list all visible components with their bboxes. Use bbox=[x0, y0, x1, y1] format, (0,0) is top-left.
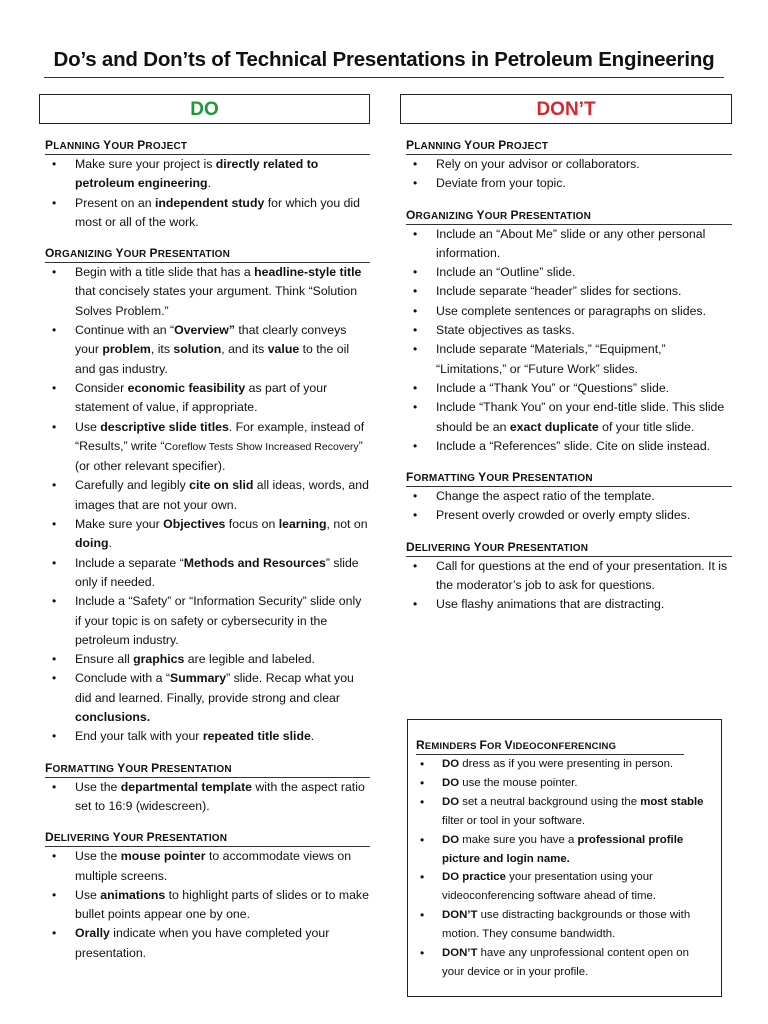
item-text: State objectives as tasks. bbox=[436, 323, 575, 338]
dont-header: DON’T bbox=[400, 94, 732, 124]
item-text: that clearly conveys your bbox=[75, 323, 347, 357]
item-text: most stable bbox=[640, 795, 704, 808]
reminder-item bbox=[416, 906, 711, 944]
item-text: Summary bbox=[170, 671, 227, 686]
item-text: are legible and labeled. bbox=[184, 652, 315, 667]
section-title: FORMATTING YOUR PRESENTATION bbox=[406, 470, 732, 487]
section-title: DELIVERING YOUR PRESENTATION bbox=[406, 540, 732, 557]
item-text: Overview” bbox=[174, 323, 235, 338]
item-text: solution bbox=[173, 342, 222, 357]
list-item bbox=[45, 554, 370, 593]
item-text: to the oil and gas industry. bbox=[75, 342, 350, 376]
bullet-list bbox=[39, 155, 370, 232]
item-text: Coreflow Tests Show Increased Recovery bbox=[164, 440, 359, 453]
item-text: to highlight parts of slides or to make bullet points appear one by one. bbox=[75, 887, 369, 922]
reminder-item bbox=[416, 755, 711, 774]
item-text: Use the bbox=[75, 779, 121, 794]
item-text: Include an “About Me” slide or any other personal information. bbox=[436, 226, 706, 260]
item-text: . bbox=[108, 536, 112, 551]
item-text: Make sure your bbox=[75, 517, 164, 532]
list-item bbox=[406, 487, 732, 506]
item-text: filter or tool in your software. bbox=[442, 814, 586, 827]
item-text: . bbox=[207, 176, 211, 191]
do-section bbox=[39, 830, 370, 963]
item-text: problem bbox=[102, 342, 151, 357]
item-text: value bbox=[267, 342, 300, 357]
list-item bbox=[406, 282, 732, 301]
item-text: . For example, instead of “Results,” write “ bbox=[75, 419, 365, 453]
reminders-title: REMINDERS FOR VIDEOCONFERENCING bbox=[416, 738, 684, 755]
list-item bbox=[45, 263, 370, 321]
item-text: , and its bbox=[221, 342, 268, 357]
item-text: DO practice bbox=[442, 871, 506, 884]
item-text: exact duplicate bbox=[509, 419, 599, 434]
section-title: PLANNING YOUR PROJECT bbox=[45, 138, 370, 155]
item-text: descriptive slide titles bbox=[100, 419, 229, 434]
item-text: Carefully and legibly bbox=[75, 478, 190, 493]
item-text: that concisely states your argument. Think “Solution Solves Problem.” bbox=[75, 284, 358, 318]
item-text: Use bbox=[75, 419, 101, 434]
item-text: Present on an bbox=[75, 195, 155, 210]
item-text: Ensure all bbox=[75, 652, 134, 667]
list-item bbox=[406, 321, 732, 340]
item-text: , its bbox=[150, 342, 174, 357]
title-divider bbox=[44, 77, 724, 78]
bullet-list bbox=[400, 487, 732, 526]
item-text: graphics bbox=[133, 652, 185, 667]
list-item bbox=[406, 225, 732, 264]
reminders-list bbox=[416, 755, 711, 982]
item-text: your presentation using your videoconferencing software ahead of time. bbox=[442, 871, 657, 903]
bullet-list bbox=[39, 778, 370, 817]
item-text: for which you did most or all of the work. bbox=[75, 195, 360, 229]
list-item bbox=[45, 155, 370, 194]
item-text: to accommodate views on multiple screens. bbox=[75, 849, 352, 883]
list-item bbox=[45, 515, 370, 554]
item-text: ” slide. Recap what you did and learned. Finally, provide strong and clear bbox=[75, 671, 354, 705]
bullet-list bbox=[400, 557, 732, 615]
dont-section bbox=[400, 208, 732, 457]
list-item bbox=[406, 398, 732, 437]
list-item bbox=[45, 321, 370, 379]
section-title: PLANNING YOUR PROJECT bbox=[406, 138, 732, 155]
item-text: DO bbox=[442, 758, 460, 770]
dont-section bbox=[400, 470, 732, 526]
item-text: learning bbox=[278, 517, 327, 532]
item-text: Present overly crowded or overly empty slides. bbox=[436, 508, 691, 523]
list-item bbox=[406, 595, 732, 614]
reminder-item bbox=[416, 944, 711, 982]
item-text: dress as if you were presenting in person. bbox=[459, 758, 674, 770]
item-text: as part of your statement of value, if appropriate. bbox=[75, 380, 328, 415]
list-item bbox=[45, 379, 370, 418]
list-item bbox=[406, 302, 732, 321]
item-text: Make sure your project is bbox=[75, 157, 216, 171]
bullet-list bbox=[400, 225, 732, 457]
do-section bbox=[39, 761, 370, 817]
bullet-list bbox=[39, 847, 370, 963]
item-text: Begin with a title slide that has a bbox=[75, 265, 255, 280]
dont-section bbox=[400, 138, 732, 194]
item-text: professional profile picture and login name. bbox=[442, 833, 684, 865]
item-text: conclusions. bbox=[75, 710, 151, 725]
item-text: set a neutral background using the bbox=[459, 795, 641, 808]
list-item bbox=[406, 155, 732, 174]
item-text: DO bbox=[442, 833, 460, 846]
item-text: Change the aspect ratio of the template. bbox=[436, 489, 655, 504]
item-text: DO bbox=[442, 795, 460, 808]
reminder-item bbox=[416, 793, 711, 831]
item-text: use distracting backgrounds or those with motion. They consume bandwidth. bbox=[442, 909, 691, 941]
list-item bbox=[45, 778, 370, 817]
section-title: ORGANIZING YOUR PRESENTATION bbox=[406, 208, 732, 225]
item-text: Include a separate “ bbox=[75, 555, 184, 570]
item-text: Methods and Resources bbox=[183, 555, 326, 570]
item-text: use the mouse pointer. bbox=[459, 776, 578, 789]
item-text: Include separate “Materials,” “Equipment,” “Limitations,” or “Future Work” slides. bbox=[436, 342, 666, 376]
item-text: Include a “References” slide. Cite on slide instead. bbox=[436, 438, 711, 453]
list-item bbox=[406, 379, 732, 398]
item-text: Include a “Safety” or “Information Security” slide only if your topic is on safety or cybersecurity in the petroleum industry. bbox=[75, 594, 362, 647]
item-text: . bbox=[310, 729, 315, 744]
item-text: Rely on your advisor or collaborators. bbox=[436, 157, 640, 171]
do-section bbox=[39, 246, 370, 746]
dont-section bbox=[400, 540, 732, 615]
item-text: all ideas, words, and images that are not your own. bbox=[75, 478, 369, 512]
item-text: Deviate from your topic. bbox=[436, 176, 566, 191]
list-item bbox=[45, 476, 370, 515]
list-item bbox=[45, 650, 370, 669]
item-text: Objectives bbox=[163, 517, 226, 532]
item-text: Use the bbox=[75, 849, 121, 864]
item-text: make sure you have a bbox=[459, 833, 578, 846]
item-text: Conclude with a “ bbox=[75, 671, 171, 686]
item-text: DON’T bbox=[442, 909, 478, 922]
list-item bbox=[406, 340, 732, 379]
item-text: DON’T bbox=[442, 947, 478, 960]
item-text: repeated title slide bbox=[202, 729, 311, 744]
dont-sections bbox=[400, 138, 732, 615]
reminders-box bbox=[407, 719, 722, 997]
item-text: Include separate “header” slides for sections. bbox=[436, 284, 682, 299]
reminder-item bbox=[416, 868, 711, 906]
item-text: ” (or other relevant specifier). bbox=[75, 438, 363, 474]
section-title: ORGANIZING YOUR PRESENTATION bbox=[45, 246, 370, 263]
item-text: Consider bbox=[75, 380, 128, 395]
item-text: Include an “Outline” slide. bbox=[436, 265, 576, 280]
list-item bbox=[45, 847, 370, 886]
list-item bbox=[406, 557, 732, 596]
item-text: Use flashy animations that are distracting. bbox=[436, 597, 665, 612]
item-text: have any unprofessional content open on your device or in your profile. bbox=[442, 947, 689, 978]
item-text: with the aspect ratio set to 16:9 (widescreen). bbox=[75, 779, 365, 813]
bullet-list bbox=[39, 263, 370, 746]
list-item bbox=[406, 437, 732, 456]
item-text: ” slide only if needed. bbox=[75, 555, 359, 589]
list-item bbox=[45, 669, 370, 727]
item-text: indicate when you have completed your presentation. bbox=[75, 926, 330, 960]
list-item bbox=[45, 924, 370, 963]
item-text: mouse pointer bbox=[120, 849, 206, 864]
item-text: of your title slide. bbox=[598, 419, 695, 434]
list-item bbox=[45, 592, 370, 650]
list-item bbox=[45, 886, 370, 925]
item-text: End your talk with your bbox=[75, 729, 203, 744]
list-item bbox=[45, 418, 370, 477]
dont-column bbox=[400, 94, 732, 615]
reminder-item bbox=[416, 774, 711, 793]
list-item bbox=[45, 727, 370, 746]
page-title: Do’s and Don’ts of Technical Presentations in Petroleum Engineering bbox=[53, 48, 715, 71]
item-text: Include a “Thank You” or “Questions” slide. bbox=[436, 380, 670, 395]
item-text: DO bbox=[442, 776, 460, 789]
item-text: headline-style title bbox=[254, 265, 362, 280]
item-text: focus on bbox=[225, 517, 279, 532]
item-text: cite on slid bbox=[189, 478, 254, 493]
item-text: doing bbox=[75, 536, 109, 551]
item-text: Include “Thank You” on your end-title slide. This slide should be an bbox=[436, 400, 725, 434]
item-text: Orally bbox=[75, 926, 110, 941]
item-text: independent study bbox=[154, 195, 265, 210]
reminder-item bbox=[416, 831, 711, 869]
do-sections bbox=[39, 138, 370, 963]
item-text: departmental template bbox=[120, 779, 252, 794]
item-text: economic feasibility bbox=[127, 380, 246, 395]
list-item bbox=[45, 194, 370, 233]
do-header: DO bbox=[39, 94, 370, 124]
list-item bbox=[406, 174, 732, 193]
section-title: FORMATTING YOUR PRESENTATION bbox=[45, 761, 370, 778]
item-text: , not on bbox=[326, 517, 368, 532]
item-text: directly related to petroleum engineering bbox=[75, 157, 319, 191]
item-text: Use complete sentences or paragraphs on slides. bbox=[436, 303, 706, 318]
section-title: DELIVERING YOUR PRESENTATION bbox=[45, 830, 370, 847]
item-text: Continue with an “ bbox=[75, 323, 175, 338]
item-text: Use bbox=[75, 887, 101, 902]
do-column bbox=[39, 94, 370, 963]
bullet-list bbox=[400, 155, 732, 194]
item-text: animations bbox=[100, 887, 166, 902]
item-text: Call for questions at the end of your presentation. It is the moderator’s job to ask for questions. bbox=[436, 558, 728, 593]
list-item bbox=[406, 263, 732, 282]
do-section bbox=[39, 138, 370, 232]
list-item bbox=[406, 506, 732, 525]
